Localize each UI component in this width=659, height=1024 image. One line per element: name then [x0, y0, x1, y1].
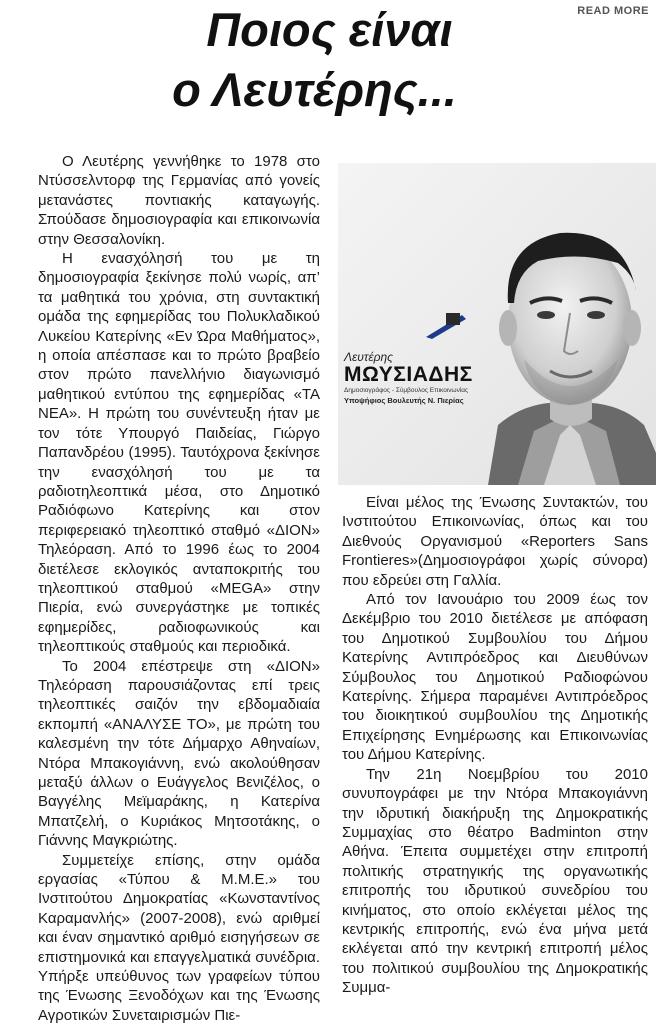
caption-first-name: Λευτέρης	[344, 350, 394, 364]
candidate-photo	[338, 163, 656, 485]
paragraph: Από τον Ιανουάριο του 2009 έως τον Δεκέμβριο του 2010 διετέλεσε με απόφαση του Δημοτικού Συμβουλίου του Δήμου Κατερίνης Αντιπρόεδρος και Διευθύνων Σύμβουλος του Δημοτικού Ραδιοφώνου Κατερίνης. Σήμερα παραμένει Αντιπρόεδρος του διοικητικού συμβουλίου της Δημοτικής Επιχείρησης Ενημέρωσης και Επικοινωνίας του Δήμου Κατερίνης.	[342, 591, 648, 764]
caption-candidacy: Υποψήφιος Βουλευτής Ν. Πιερίας	[344, 396, 464, 405]
headline-line-2: ο Λευτέρης...	[172, 63, 457, 116]
portrait-illustration	[338, 163, 656, 485]
paragraph: Είναι μέλος της Ένωσης Συντακτών, του Ινστιτούτου Επικοινωνίας, όπως και του Διεθνούς Οργανισμού «Reporters Sans Frontieres»(Δημοσιογράφοι χωρίς σύνορα) που εδρεύει στη Γαλλία.	[342, 494, 648, 589]
paragraph: Το 2004 επέστρεψε στη «ΔΙΟΝ» Τηλεόραση παρουσιάζοντας επί τρεις τηλεοπτικές σαιζόν την εβδομαδιαία εκπομπή «ΑΝΑΛΥΣΕ ΤΟ», με πρώτη του καλεσμένη την τότε Δήμαρχο Αθηναίων, Ντόρα Μπακογιάννη, ενώ ακολούθησαν μεταξύ άλλων ο Ευάγγελος Βενιζέλος, ο Βαγγέλης Μεϊμαράκης, η Κατερίνα Μπατζελή, ο Κυριάκος Μητσοτάκης, ο Γιάννης Μαγκριώτης.	[38, 657, 320, 850]
paragraph: Συμμετείχε επίσης, στην ομάδα εργασίας «Τύπου & Μ.Μ.Ε.» του Ινστιτούτου Δημοκρατίας «Κωνσταντίνος Καραμανλής» (2007-2008), ενώ αριθμεί και έναν σημαντικό αριθμό εισηγήσεων σε επιστημονικά και επαγγελματικά συνέδρια. Υπήρξε υπεύθυνος των γραφείων τύπου της Ένωσης Ξενοδόχων και της Ένωσης Αγροτικών Συνεταιρισμών Πιε-	[38, 851, 320, 1024]
read-more-link[interactable]: READ MORE	[577, 5, 649, 17]
caption-last-name: ΜΩΥΣΙΑΔΗΣ	[344, 363, 473, 386]
paragraph: Η ενασχόλησή του με τη δημοσιογραφία ξεκίνησε πολύ νωρίς, απ’ τα μαθητικά του χρόνια, στη συντακτική ομάδα της εφημερίδας του Πολυκλαδικού Λυκείου Κατερίνης «Εν Ώρα Μαθήματος», η οποία απέσπασε και το πρώτο βραβείο στον πρώτο πανελλήνιο διαγωνισμό μαθητικού εντύπου της εφημερίδας «ΤΑ ΝΕΑ». Η πρώτη του συνέντευξη ήταν με τον τότε Υπουργό Παιδείας, Γιώργο Παπανδρέου (1995). Ταυτόχρονα ξεκίνησε την ενασχόλησή του με τα ραδιοτηλεοπτικά μέσα, στο Δημοτικό Ραδιόφωνο Κατερίνης και στον περιφερειακό τηλεοπτικό σταθμό «ΔΙΟΝ» Τηλεόραση. Από το 1996 έως το 2004 διετέλεσε εκλογικός ανταποκριτής του τηλεοπτικού σταθμού «MEGA» στην Πιερία, ενώ συνεργάστηκε με τοπικές εφημερίδες, ραδιοφωνικούς και τηλεοπτικούς σταθμούς και περιοδικά.	[38, 250, 320, 656]
headline-line-1: Ποιος είναι	[206, 3, 453, 56]
photo-caption	[344, 350, 494, 405]
caption-role: Δημοσιογράφος - Σύμβουλος Επικοινωνίας	[344, 387, 469, 394]
party-logo	[424, 311, 468, 341]
left-text-column	[38, 152, 320, 1024]
right-text-column	[342, 493, 648, 1024]
party-logo-icon	[424, 311, 468, 341]
article-headline	[0, 0, 659, 118]
paragraph: Ο Λευτέρης γεννήθηκε το 1978 στο Ντύσσελντορφ της Γερμανίας από γονείς μετανάστες ποντιακής καταγωγής. Σπούδασε δημοσιογραφία και επικοινωνία στην Θεσσαλονίκη.	[38, 153, 320, 248]
paragraph: Την 21η Νοεμβρίου του 2010 συνυπογράφει με την Ντόρα Μπακογιάννη την ιδρυτική διακήρυξη της Δημοκρατικής Συμμαχίας στο θέατρο Badminton στην Αθήνα. Έπειτα συμμετέχει στην επιτροπή πολιτικής στρατηγικής της οργανωτικής επιτροπής του ιδρυτικού συνεδρίου του κινήματος, στο οποίο εκλέγεται μέλος της κεντρικής επιτροπής, ενώ ένα μήνα μετά εκλέγεται από την κεντρική επιτροπή μέλος του πολιτικού συμβουλίου της Δημοκρατικής Συμμα-	[342, 765, 648, 997]
